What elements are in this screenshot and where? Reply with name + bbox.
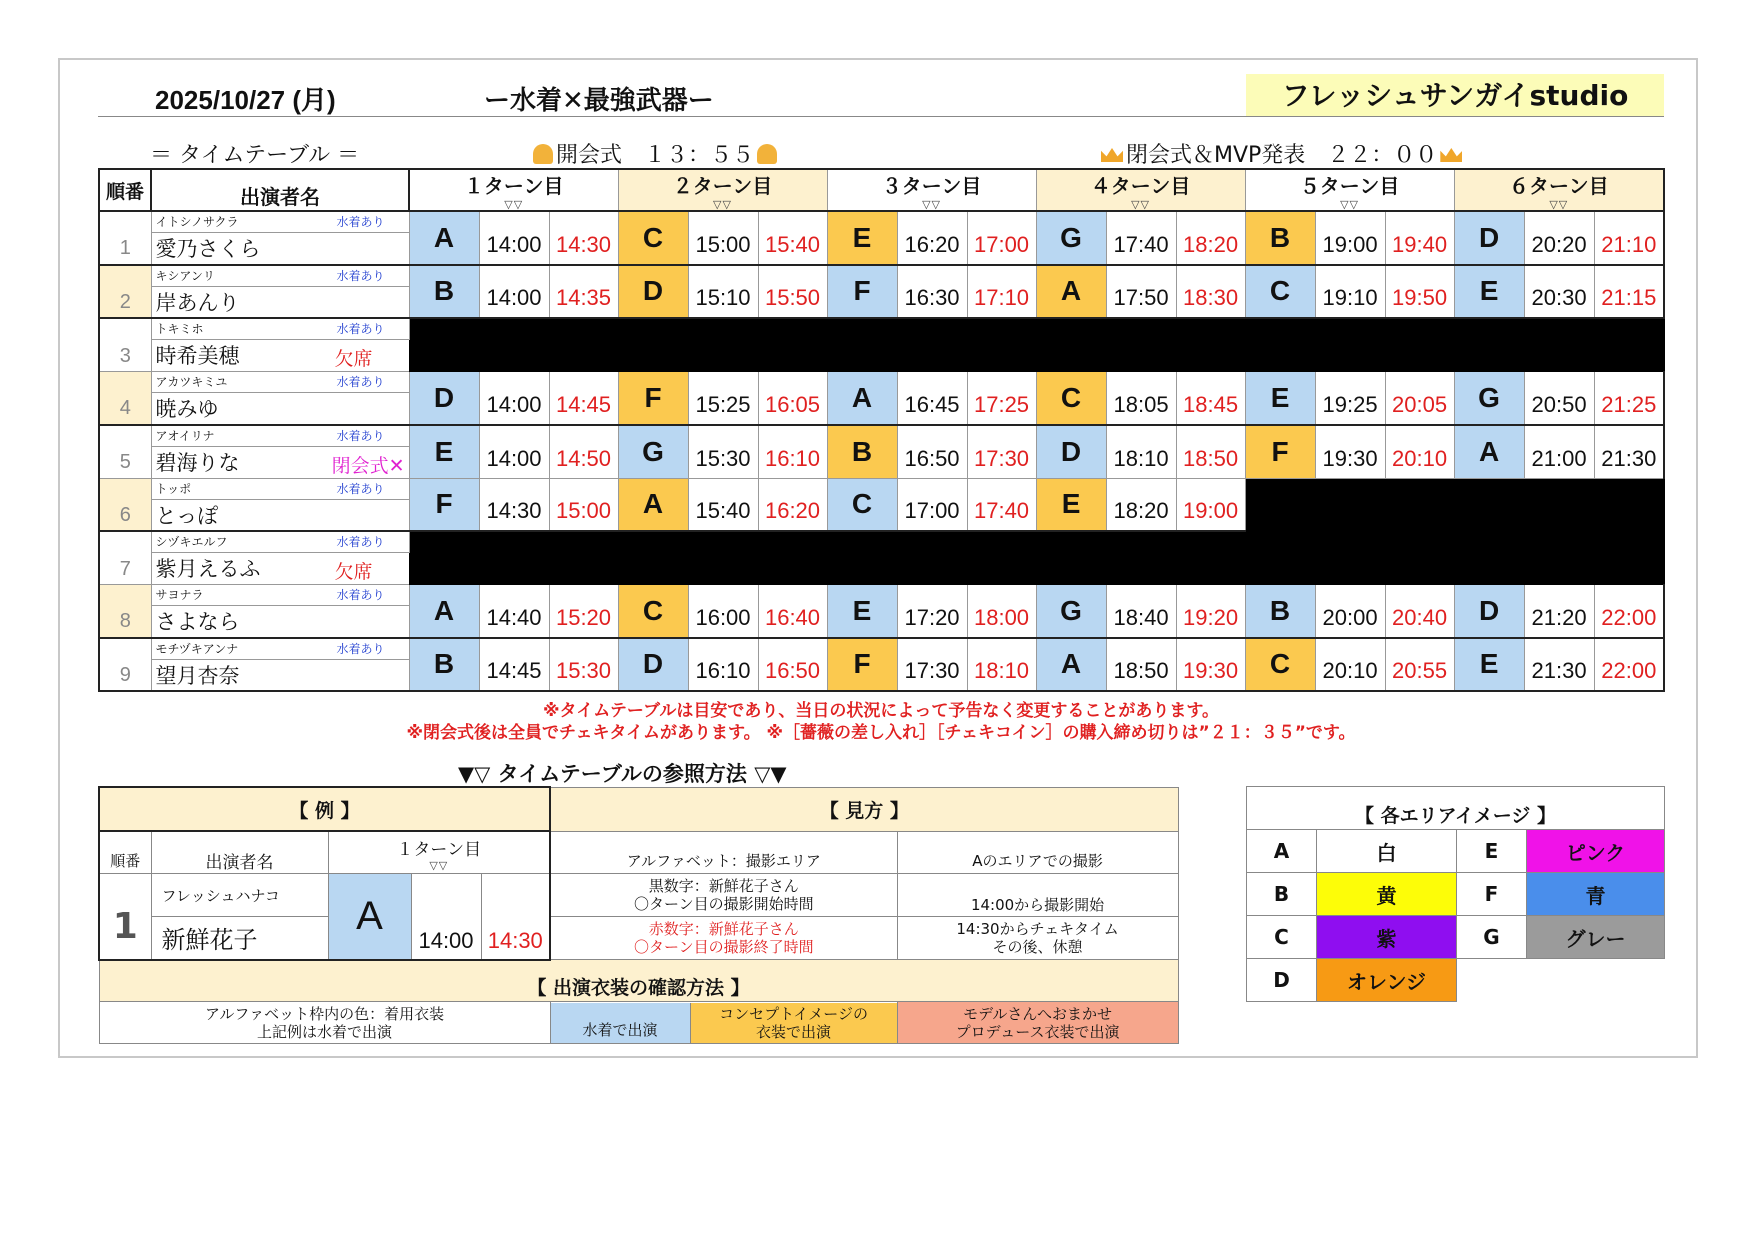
costume-salmon: モデルさんへおまかせ プロデュース衣装で出演 (897, 1002, 1178, 1044)
turn-triangle: ▽▽ (1549, 198, 1569, 211)
absent-block (1245, 478, 1664, 531)
start-time: 16:00 (688, 585, 758, 638)
end-time: 18:20 (1176, 211, 1245, 265)
event-title: ー水着✕最強武器ー (484, 86, 714, 116)
table-row (99, 318, 1664, 340)
performer-kana (151, 265, 409, 287)
area-letter: A (1036, 265, 1106, 319)
header-divider (98, 116, 1664, 117)
area-legend (1246, 786, 1665, 1002)
crown-icon (1101, 148, 1123, 162)
absent-label: 欠席 (334, 561, 373, 583)
start-time: 15:25 (688, 372, 758, 425)
end-time: 21:25 (1594, 372, 1664, 425)
start-time: 17:30 (897, 638, 967, 692)
end-time: 21:15 (1594, 265, 1664, 319)
turn-header-1 (409, 169, 618, 211)
end-time: 19:50 (1385, 265, 1454, 319)
area-letter: G (1036, 211, 1106, 265)
swimsuit-label: 水着あり (336, 641, 385, 656)
costume-blue: 水着で出演 (551, 1003, 691, 1043)
table-row (99, 265, 1664, 287)
area-letter: A (409, 585, 479, 638)
turn-triangle: ▽▽ (504, 198, 524, 211)
absent-block (409, 318, 1664, 372)
swimsuit-label: 水着あり (336, 322, 385, 336)
kana-text: トッポ (155, 481, 192, 496)
area-letter: B (409, 638, 479, 692)
performer-kana (151, 585, 409, 606)
area-letter-D: D (1247, 959, 1317, 1002)
swimsuit-label: 水着あり (336, 375, 385, 389)
end-time: 22:00 (1594, 638, 1664, 692)
start-time: 16:20 (897, 211, 967, 265)
row-number: 9 (99, 638, 151, 692)
swimsuit-label: 水着あり (336, 215, 385, 229)
howto-2-right: 14:00から撮影開始 (897, 874, 1178, 917)
end-time: 15:50 (758, 265, 827, 319)
start-time: 21:20 (1524, 585, 1594, 638)
kana-text: トキミホ (155, 322, 204, 336)
performer-name (151, 340, 409, 372)
area-letter: B (1245, 211, 1315, 265)
area-letter-F: F (1457, 873, 1527, 916)
howto-1-right: Aのエリアでの撮影 (897, 831, 1178, 874)
name-text: 碧海りな (155, 450, 240, 475)
start-time: 20:20 (1524, 211, 1594, 265)
start-time: 14:00 (479, 425, 549, 479)
end-time: 14:45 (549, 372, 618, 425)
row-number: 4 (99, 372, 151, 425)
area-letter: C (1245, 638, 1315, 692)
start-time: 14:00 (479, 265, 549, 319)
area-color-A: 白 (1317, 830, 1457, 873)
table-row (99, 425, 1664, 447)
area-color-E: ピンク (1527, 830, 1665, 873)
performer-kana (151, 425, 409, 447)
end-time: 15:00 (549, 478, 618, 531)
start-time: 18:10 (1106, 425, 1176, 479)
ex-tri: ▽▽ (429, 858, 449, 872)
swimsuit-label: 水着あり (336, 535, 385, 549)
swimsuit-label: 水着あり (336, 588, 385, 602)
area-empty (1457, 959, 1665, 1002)
start-time: 19:25 (1315, 372, 1385, 425)
name-text: とっぽ (155, 503, 219, 528)
swimsuit-label: 水着あり (336, 481, 385, 496)
row-number: 5 (99, 425, 151, 479)
end-time: 14:35 (549, 265, 618, 319)
start-time: 15:30 (688, 425, 758, 479)
end-time: 14:30 (549, 211, 618, 265)
end-time: 17:00 (967, 211, 1036, 265)
start-time: 15:40 (688, 478, 758, 531)
turn-header-5 (1245, 169, 1454, 211)
area-row (1247, 916, 1665, 959)
area-letter: F (827, 638, 897, 692)
area-row (1247, 873, 1665, 916)
end-time: 16:20 (758, 478, 827, 531)
start-time: 20:00 (1315, 585, 1385, 638)
performer-name (151, 233, 409, 265)
turn-label: ４ターン目 (1090, 174, 1191, 198)
start-time: 17:40 (1106, 211, 1176, 265)
kana-text: アカツキミユ (155, 375, 228, 389)
start-time: 15:00 (688, 211, 758, 265)
end-time: 20:55 (1385, 638, 1454, 692)
howto-header: 【 見方 】 (550, 787, 1178, 831)
performer-name (151, 286, 409, 318)
name-text: 紫月えるふ (155, 557, 261, 581)
turn-label: ３ターン目 (881, 174, 982, 198)
turn-header-4 (1036, 169, 1245, 211)
absent-label: 欠席 (334, 348, 373, 370)
area-letter: F (1245, 425, 1315, 479)
kana-text: イトシノサクラ (155, 215, 239, 229)
opening-ceremony (530, 138, 780, 169)
performer-name (151, 659, 409, 691)
kana-text: シヅキエルフ (155, 535, 228, 549)
swimsuit-label: 水着あり (336, 268, 385, 283)
start-time: 16:10 (688, 638, 758, 692)
area-letter: B (409, 265, 479, 319)
end-time: 22:00 (1594, 585, 1664, 638)
ex-letter: A (328, 874, 411, 960)
area-letter: C (1245, 265, 1315, 319)
area-letter: E (1036, 478, 1106, 531)
start-time: 20:10 (1315, 638, 1385, 692)
note-2: ※閉会式後は全員でチェキタイムがあります。 ※［薔薇の差し入れ］［チェキコイン］の購入締め切りは”２１：３５”です。 (406, 723, 1356, 743)
kana-text: モチヅキアンナ (155, 641, 239, 656)
event-date: 2025/10/27 (月) (155, 85, 336, 115)
area-letter: B (1245, 585, 1315, 638)
order-header: 順番 (99, 169, 151, 211)
start-time: 14:00 (479, 211, 549, 265)
kana-text: サヨナラ (155, 588, 204, 602)
area-letter: D (1454, 585, 1524, 638)
closing-ceremony (1098, 138, 1465, 169)
turn-triangle: ▽▽ (713, 198, 732, 211)
area-letter: G (1454, 372, 1524, 425)
area-letter-A: A (1247, 830, 1317, 873)
ex-start: 14:00 (411, 874, 481, 960)
performer-name (151, 499, 409, 531)
example-table (98, 786, 1179, 1044)
turn-label: ６ターン目 (1509, 174, 1609, 198)
ex-name: 新鮮花子 (151, 917, 328, 960)
ex-kana: フレッシュハナコ (151, 874, 328, 917)
ex-turn-label: １ターン目 (396, 839, 482, 860)
table-row (99, 585, 1664, 606)
end-time: 20:10 (1385, 425, 1454, 479)
area-letter: A (1454, 425, 1524, 479)
ex-end: 14:30 (481, 874, 550, 960)
area-letter-G: G (1457, 916, 1527, 959)
row-number: 2 (99, 265, 151, 319)
area-letter: C (827, 478, 897, 531)
howto-2-left: 黒数字：新鮮花子さん 〇ターン目の撮影開始時間 (550, 874, 897, 917)
area-letter: D (1454, 211, 1524, 265)
turn-header-3 (827, 169, 1036, 211)
ex-turn-header (328, 831, 550, 874)
area-color-D: オレンジ (1317, 959, 1457, 1002)
name-text: 愛乃さくら (155, 237, 261, 262)
end-time: 18:30 (1176, 265, 1245, 319)
table-row (99, 531, 1664, 553)
end-time: 17:40 (967, 478, 1036, 531)
howto-3-left: 赤数字：新鮮花子さん 〇ターン目の撮影終了時間 (550, 917, 897, 960)
start-time: 17:00 (897, 478, 967, 531)
end-time: 19:40 (1385, 211, 1454, 265)
area-color-B: 黄 (1317, 873, 1457, 916)
area-letter-E: E (1457, 830, 1527, 873)
start-time: 16:45 (897, 372, 967, 425)
performer-kana (151, 318, 409, 340)
table-row (99, 638, 1664, 660)
area-letter: A (827, 372, 897, 425)
row-number: 8 (99, 585, 151, 638)
area-letter: A (409, 211, 479, 265)
turn-triangle: ▽▽ (922, 198, 941, 211)
end-time: 18:50 (1176, 425, 1245, 479)
reference-title: ▼▽ タイムテーブルの参照方法 ▽▼ (458, 762, 787, 786)
area-letter: E (409, 425, 479, 479)
ex-order-header: 順番 (99, 831, 151, 874)
turn-triangle: ▽▽ (1131, 198, 1150, 211)
end-time: 19:20 (1176, 585, 1245, 638)
row-number: 1 (99, 211, 151, 265)
area-letter: A (1036, 638, 1106, 692)
end-time: 19:30 (1176, 638, 1245, 692)
start-time: 21:30 (1524, 638, 1594, 692)
area-row (1247, 959, 1665, 1002)
end-time: 14:50 (549, 425, 618, 479)
end-time: 20:40 (1385, 585, 1454, 638)
performer-name (151, 446, 409, 478)
area-letter: C (618, 211, 688, 265)
performer-kana (151, 211, 409, 233)
end-time: 18:45 (1176, 372, 1245, 425)
name-text: 時希美穂 (155, 344, 240, 368)
howto-1-left: アルファベット：撮影エリア (550, 831, 897, 874)
end-time: 17:30 (967, 425, 1036, 479)
timetable (98, 168, 1665, 692)
start-time: 14:40 (479, 585, 549, 638)
start-time: 16:30 (897, 265, 967, 319)
absent-block (409, 531, 1664, 585)
end-time: 20:05 (1385, 372, 1454, 425)
start-time: 20:30 (1524, 265, 1594, 319)
crown-icon (1440, 148, 1462, 162)
start-time: 18:40 (1106, 585, 1176, 638)
performer-header-label: 出演者名 (240, 185, 320, 209)
performer-header (151, 169, 409, 211)
start-time: 18:50 (1106, 638, 1176, 692)
area-letter: A (618, 478, 688, 531)
area-letter: F (409, 478, 479, 531)
example-header: 【 例 】 (99, 787, 550, 831)
start-time: 15:10 (688, 265, 758, 319)
ex-num: 1 (99, 874, 151, 960)
note-1: ※タイムテーブルは目安であり、当日の状況によって予告なく変更することがあります。 (543, 701, 1219, 721)
area-letter: E (1454, 638, 1524, 692)
ex-performer-header: 出演者名 (151, 831, 328, 874)
turn-label: １ターン目 (463, 174, 564, 198)
start-time: 20:50 (1524, 372, 1594, 425)
start-time: 14:30 (479, 478, 549, 531)
kana-text: キシアンリ (155, 268, 215, 283)
end-time: 18:10 (967, 638, 1036, 692)
costume-yellow: コンセプトイメージの 衣装で出演 (691, 1003, 897, 1043)
area-letter-C: C (1247, 916, 1317, 959)
performer-name (151, 606, 409, 638)
start-time: 17:50 (1106, 265, 1176, 319)
start-time: 19:30 (1315, 425, 1385, 479)
end-time: 16:40 (758, 585, 827, 638)
end-time: 16:50 (758, 638, 827, 692)
area-letter: F (618, 372, 688, 425)
table-row (99, 211, 1664, 233)
costume-cells (550, 1002, 897, 1044)
costume-header: 【 出演衣装の確認方法 】 (99, 960, 1178, 1002)
table-row (99, 372, 1664, 393)
name-text: 岸あんり (155, 290, 240, 315)
start-time: 21:00 (1524, 425, 1594, 479)
end-time: 17:25 (967, 372, 1036, 425)
opening-text: 開会式 １３：５５ (556, 143, 755, 168)
area-color-G: グレー (1527, 916, 1665, 959)
kana-text: アオイリナ (155, 428, 215, 443)
area-color-F: 青 (1527, 873, 1665, 916)
start-time: 16:50 (897, 425, 967, 479)
area-letter-B: B (1247, 873, 1317, 916)
area-title: 【 各エリアイメージ 】 (1247, 787, 1665, 830)
end-time: 15:20 (549, 585, 618, 638)
end-time: 21:10 (1594, 211, 1664, 265)
closing-absent-label: 閉会式✕ (331, 454, 405, 477)
turn-label: ２ターン目 (672, 174, 773, 198)
row-number: 7 (99, 531, 151, 585)
area-letter: E (827, 211, 897, 265)
name-text: さよなら (155, 610, 240, 635)
area-letter: D (618, 265, 688, 319)
turn-header-6 (1454, 169, 1664, 211)
bell-icon (533, 144, 553, 164)
timetable-label: ＝ タイムテーブル ＝ (150, 143, 360, 168)
performer-kana (151, 531, 409, 553)
start-time: 14:45 (479, 638, 549, 692)
turn-label: ５ターン目 (1299, 174, 1400, 198)
start-time: 19:00 (1315, 211, 1385, 265)
turn-triangle: ▽▽ (1340, 198, 1360, 211)
area-letter: C (1036, 372, 1106, 425)
area-letter: E (1454, 265, 1524, 319)
area-letter: D (409, 372, 479, 425)
start-time: 19:10 (1315, 265, 1385, 319)
area-letter: B (827, 425, 897, 479)
area-row (1247, 830, 1665, 873)
end-time: 21:30 (1594, 425, 1664, 479)
start-time: 18:05 (1106, 372, 1176, 425)
end-time: 18:00 (967, 585, 1036, 638)
end-time: 17:10 (967, 265, 1036, 319)
performer-name (151, 553, 409, 585)
closing-text: 閉会式＆MVP発表 ２２：００ (1126, 143, 1438, 168)
name-text: 望月杏奈 (155, 663, 240, 688)
area-letter: G (618, 425, 688, 479)
turn-header-2 (618, 169, 827, 211)
area-letter: D (618, 638, 688, 692)
area-letter: D (1036, 425, 1106, 479)
end-time: 16:05 (758, 372, 827, 425)
area-letter: E (827, 585, 897, 638)
performer-name (151, 393, 409, 425)
table-row (99, 478, 1664, 499)
studio-name: フレッシュサンガイstudio (1246, 74, 1664, 116)
bell-icon (757, 144, 777, 164)
area-color-C: 紫 (1317, 916, 1457, 959)
start-time: 14:00 (479, 372, 549, 425)
performer-kana (151, 478, 409, 499)
name-text: 暁みゆ (155, 397, 219, 422)
area-letter: F (827, 265, 897, 319)
start-time: 18:20 (1106, 478, 1176, 531)
end-time: 19:00 (1176, 478, 1245, 531)
performer-kana (151, 638, 409, 660)
start-time: 17:20 (897, 585, 967, 638)
area-letter: E (1245, 372, 1315, 425)
row-number: 6 (99, 478, 151, 531)
performer-kana (151, 372, 409, 393)
area-letter: C (618, 585, 688, 638)
howto-3-right: 14:30からチェキタイム その後、休憩 (897, 917, 1178, 960)
end-time: 15:40 (758, 211, 827, 265)
swimsuit-label: 水着あり (336, 428, 385, 443)
end-time: 15:30 (549, 638, 618, 692)
end-time: 16:10 (758, 425, 827, 479)
costume-desc: アルファベット枠内の色：着用衣装 上記例は水着で出演 (99, 1002, 550, 1044)
area-letter: G (1036, 585, 1106, 638)
row-number: 3 (99, 318, 151, 372)
